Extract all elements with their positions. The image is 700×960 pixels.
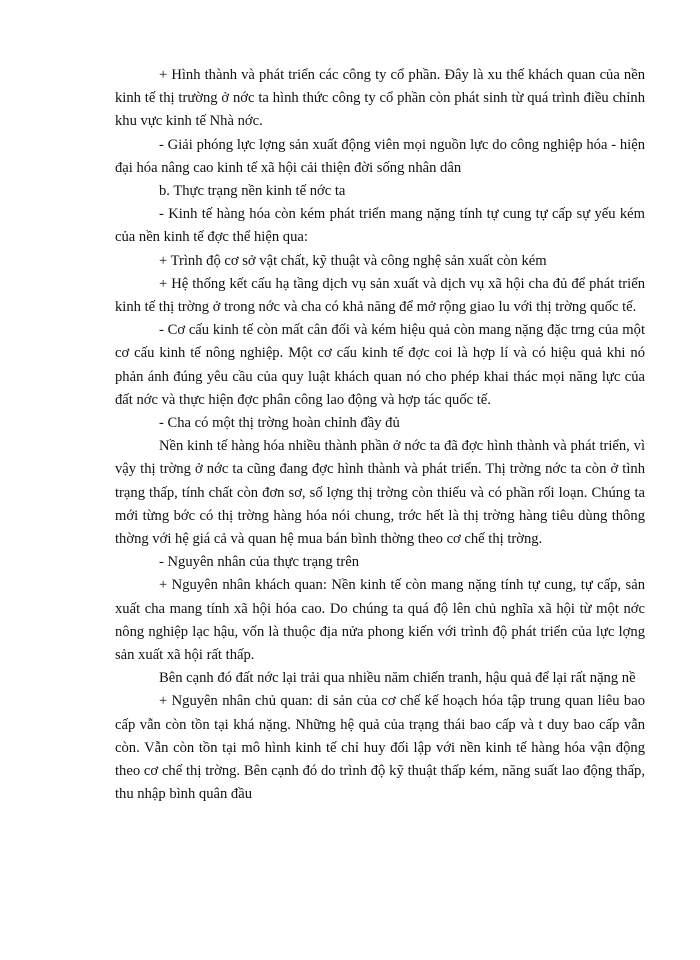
paragraph-5: + Trình độ cơ sở vật chất, kỹ thuật và công nghệ sản xuất còn kém — [159, 252, 547, 269]
paragraph-2: - Giải phóng lực lợng sản xuất động viên mọi nguồn lực do công nghiệp hóa - hiện đại hóa nâng cao kinh tế xã hội cải thiện đời sống nhân dân — [115, 136, 645, 176]
paragraph-12: Bên cạnh đó đất nớc lại trải qua nhiều năm chiến tranh, hậu quả để lại rất nặng nề — [159, 670, 636, 687]
paragraph-13: + Nguyên nhân chủ quan: di sản của cơ chế kế hoạch hóa tập trung quan liêu bao cấp vẫn còn tồn tại khá nặng. Những hệ quả của trạng thái bao cấp và t duy bao cấp vẫn còn. Vẫn còn tồn tại mô hình kinh tế chỉ huy đối lập với nền kinh tế hàng hóa vận động theo cơ chế thị trờng. Bên cạnh đó do trình độ kỹ thuật thấp kém, năng suất lao động thấp, thu nhập bình quân đầu — [115, 693, 645, 803]
paragraph-10: - Nguyên nhân của thực trạng trên — [159, 554, 359, 571]
paragraph-7: - Cơ cấu kinh tế còn mất cân đối và kém hiệu quả còn mang nặng đặc trng của một cơ cấu kinh tế nông nghiệp. Một cơ cấu kinh tế đợc coi là hợp lí và có hiệu quả khi nó phản ánh đúng yêu cầu của quy luật khách quan nó cho phép khai thác mọi năng lực của đất nớc và thực hiện đợc phân công lao động và hợp tác quốc tế. — [115, 322, 645, 408]
document-page — [115, 64, 645, 807]
paragraph-8: - Cha có một thị trờng hoàn chỉnh đầy đủ — [159, 415, 400, 432]
paragraph-6: + Hệ thống kết cấu hạ tầng dịch vụ sản xuất và dịch vụ xã hội cha đủ để phát triển kinh tế thị trờng ở trong nớc và cha có khả năng để mở rộng giao lu với thị trờng quốc tế. — [115, 275, 645, 316]
paragraph-11: + Nguyên nhân khách quan: Nền kinh tế còn mang nặng tính tự cung, tự cấp, sản xuất cha mang tính xã hội hóa cao. Do chúng ta quá độ lên chủ nghĩa xã hội từ một nớc nông nghiệp lạc hậu, vốn là thuộc địa nửa phong kiến với trình độ phát triển của lực lợng sản xuất xã hội rất thấp. — [115, 577, 645, 664]
paragraph-1: + Hình thành và phát triển các công ty cổ phần. Đây là xu thế khách quan của nền kinh tế thị trường ở nớc ta hình thức công ty cổ phần còn phát sinh từ quá trình điều chỉnh khu vực kinh tế Nhà nớc. — [115, 67, 645, 130]
section-heading: b. Thực trạng nền kinh tế nớc ta — [159, 183, 346, 200]
paragraph-9: Nền kinh tế hàng hóa nhiều thành phần ở nớc ta đã đợc hình thành và phát triển, vì vậy thị trờng ở nớc ta cũng đang đợc hình thành và phát triển. Thị trờng nớc ta còn ở tình trạng thấp, tính chất còn đơn sơ, số lợng thị trờng còn thiếu và có phần rối loạn. Chúng ta mới từng bớc có thị trờng hàng hóa nói chung, trớc hết là thị trờng hàng tiêu dùng thông thờng với hệ giá cả và quan hệ mua bán bình thờng theo cơ chế thị trờng. — [115, 438, 645, 548]
paragraph-4: - Kinh tế hàng hóa còn kém phát triển mang nặng tính tự cung tự cấp sự yếu kém của nền kinh tế đợc thể hiện qua: — [115, 206, 645, 246]
